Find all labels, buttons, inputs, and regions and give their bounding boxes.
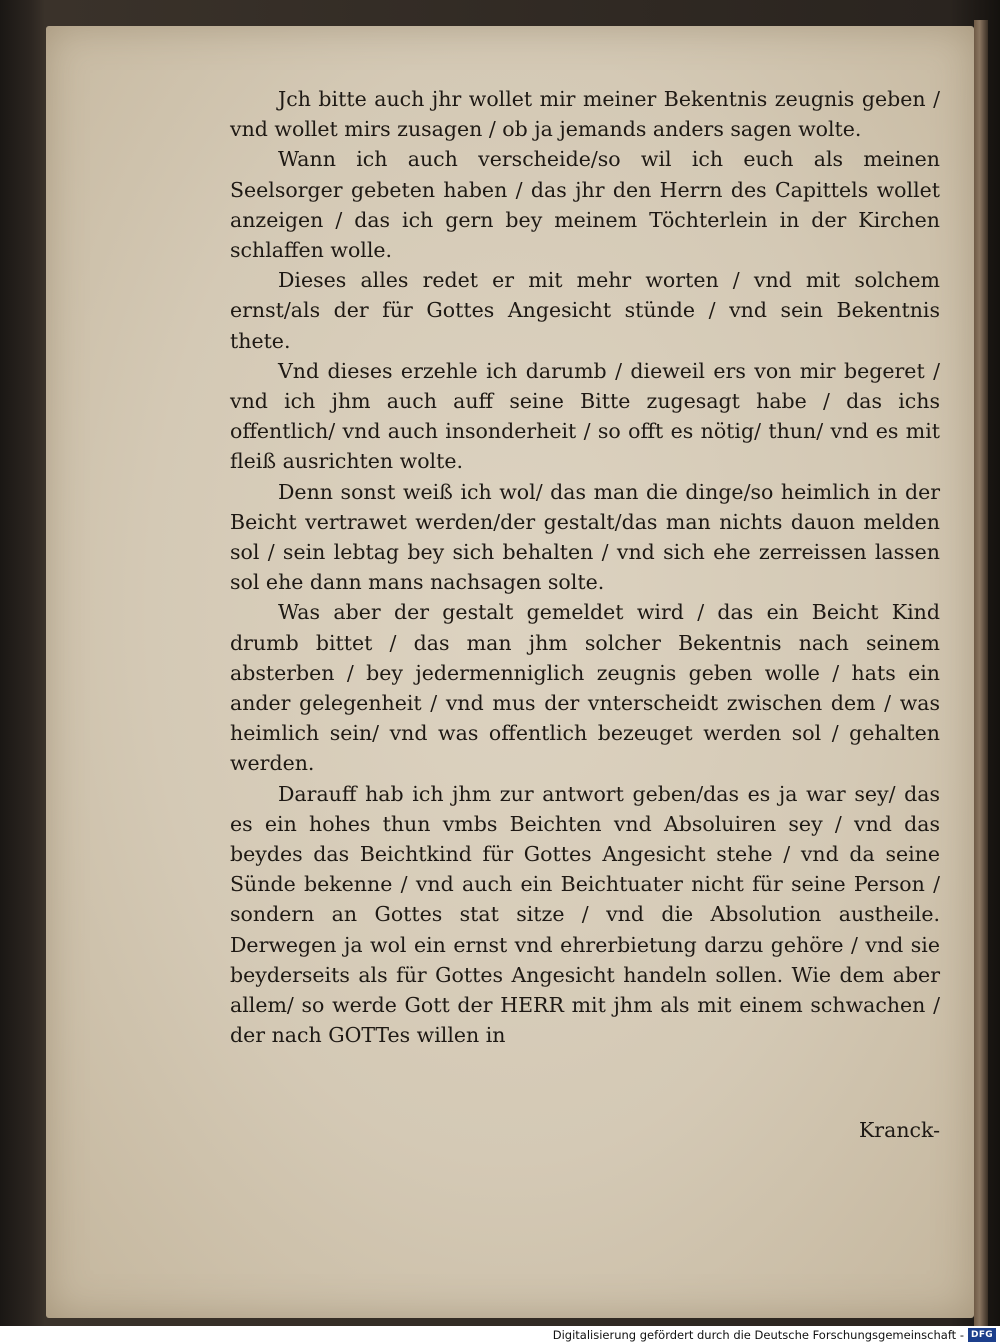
text-paragraph: Darauff hab ich jhm zur antwort geben/das es ja war sey/ das es ein hohes thun vmbs Beichten vnd Absoluiren sey / vnd das beydes das Beichtkind für Gottes Angesicht stehe / vnd da seine Sünde bekenne / vnd auch ein Beichtuater nicht für seine Person / sondern an Gottes stat sitze / vnd die Absolution austheile. Derwegen ja wol ein ernst vnd ehrerbietung darzu gehöre / vnd sie beyderseits als für Gottes Angesicht handeln sollen. Wie dem aber allem/ so werde Gott der HERR mit jhm als mit einem schwachen / der nach GOTTes willen in — [230, 781, 940, 1048]
catchword: Kranck- — [858, 1118, 940, 1142]
text-paragraph: Jch bitte auch jhr wollet mir meiner Bekentnis zeugnis geben / vnd wollet mirs zusagen / ob ja jemands anders sagen wolte. — [230, 87, 940, 142]
text-paragraph: Denn sonst weiß ich wol/ das man die dinge/so heimlich in der Beicht vertrawet werden/der gestalt/das man nichts dauon melden sol / sein lebtag bey sich behalten / vnd sich ehe zerreissen lassen sol ehe dann mans nachsagen solte. — [230, 479, 940, 595]
funding-credit: Digitalisierung gefördert durch die Deutsche Forschungsgemeinschaft - — [552, 1328, 964, 1342]
text-paragraph: Was aber der gestalt gemeldet wird / das ein Beicht Kind drumb bittet / das man jhm solcher Bekentnis nach seinem absterben / bey jedermenniglich zeugnis geben wolle / hats ein ander gelegenheit / vnd mus der vnterscheidt zwischen dem / was heimlich sein/ vnd was offentlich bezeuget werden sol / gehalten werden. — [230, 600, 940, 776]
book-page-edge — [974, 20, 988, 1326]
text-paragraph: Dieses alles redet er mit mehr worten / vnd mit solchem ernst/als der für Gottes Angesicht stünde / vnd sein Bekentnis thete. — [230, 268, 940, 353]
text-paragraph: Wann ich auch verscheide/so wil ich euch als meinen Seelsorger gebeten haben / das jhr den Herrn des Capittels wollet anzeigen / das ich gern bey meinem Töchterlein in der Kirchen schlaffen wolle. — [230, 147, 940, 263]
text-paragraph: Vnd dieses erzehle ich darumb / dieweil ers von mir begeret / vnd ich jhm auch auff seine Bitte zugesagt habe / das ichs offentlich/ vnd auch insonderheit / so offt es nötig/ thun/ vnd es mit fleiß ausrichten wolte. — [230, 358, 940, 474]
page-text-block — [230, 84, 940, 1051]
dfg-logo-icon: DFG — [968, 1328, 996, 1342]
